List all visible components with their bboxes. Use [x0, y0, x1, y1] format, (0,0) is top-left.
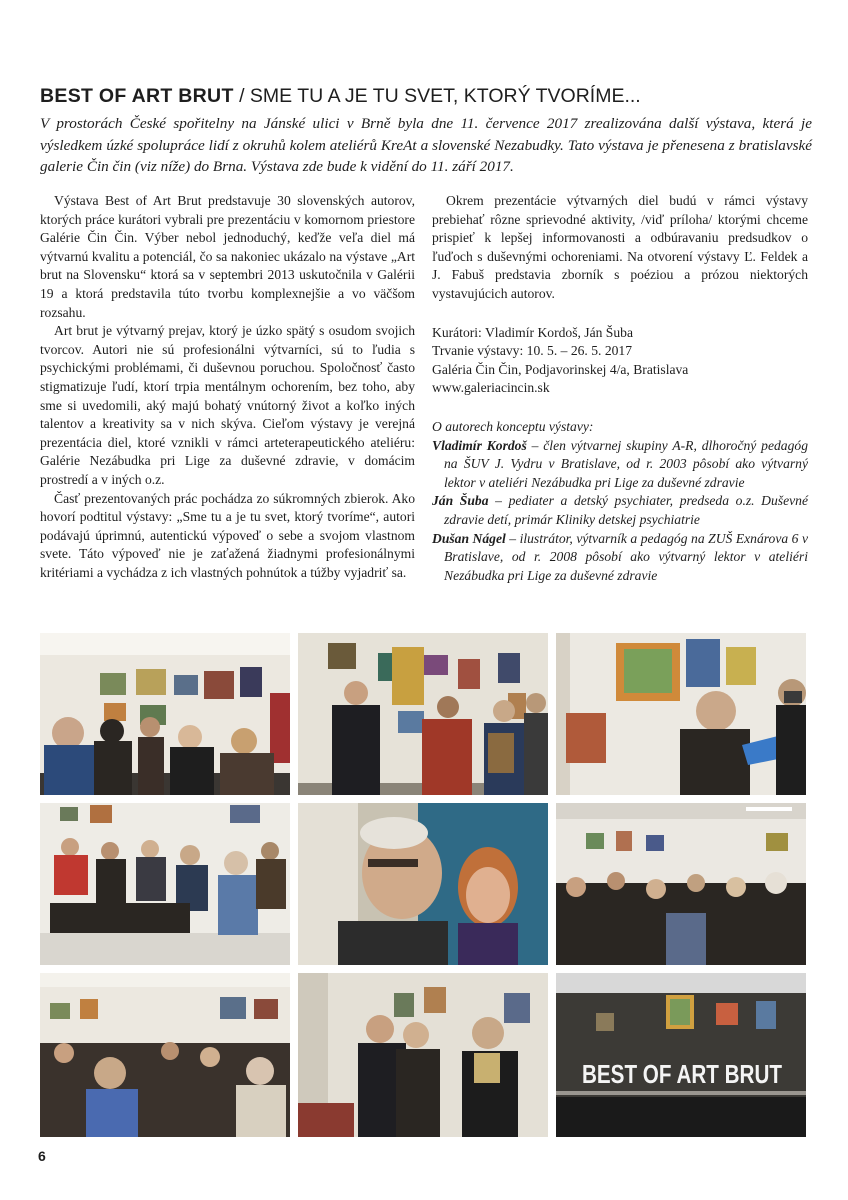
authors-title: O autorech konceptu výstavy: [432, 418, 594, 434]
right-paragraph: Okrem prezentácie výtvarných diel budú v rámci výstavy prebiehať rôzne sprievodné aktivity, /viď príloha/ ktorými chceme prispieť k lepšej informovanosti a odbúravaniu predsudkov o ľuďoch s duševnými ochoreniami. Na otvorení výstavy Ľ. Feldek a J. Fabuš predstavia zborník s poéziou a prózou niektorých vystavujúcich autorov. [432, 193, 808, 301]
author-name: Dušan Nágel [432, 530, 506, 546]
author-description: – člen výtvarnej skupiny A-R, dlhoročný pedagóg na ŠUV J. Vydru v Bratislave, od r. 2003 pôsobí ako výtvarný lektor v ateliéri Nezábudka pri Lige za duševné zdravie [444, 437, 808, 490]
photo-seated-audience [40, 803, 290, 965]
right-column [432, 192, 808, 585]
photo-guests-talking [298, 973, 548, 1137]
headline-bold: BEST OF ART BRUT [40, 85, 234, 107]
article-headline [40, 84, 820, 108]
left-paragraph-1: Výstava Best of Art Brut predstavuje 30 slovenských autorov, ktorých práce kurátori vybrali pre prezentáciu v komornom priestore Galérie Čin Čin. Výber nebol jednoduchý, keďže veľa diel má výtvarnú kvalitu a potenciál, čo sa nakoniec ukázalo na výstave „Art brut na Slovensku“ ktorá sa v septembri 2013 uskutočnila v Galérii 19 a ktorá predstavila túto tvorbu komplexnejšie a vo väčšom rozsahu. [40, 193, 415, 320]
author-name: Ján Šuba [432, 493, 489, 509]
page-number: 6 [38, 1148, 46, 1164]
headline-subtitle: / SME TU A JE TU SVET, KTORÝ TVORÍME... [233, 85, 641, 107]
author-entry [432, 437, 808, 493]
photo-crowd-gallery [556, 803, 806, 965]
author-name: Vladimír Kordoš [432, 437, 527, 453]
photo-opening-crowd [40, 973, 290, 1137]
photo-exhibition-room [298, 633, 548, 795]
curators-line: Kurátori: Vladimír Kordoš, Ján Šuba [432, 324, 633, 340]
duration-line: Trvanie výstavy: 10. 5. – 26. 5. 2017 [432, 343, 633, 359]
gallery-website-link[interactable]: www.galeriacincin.sk [432, 380, 550, 396]
photo-gallery-visitors [40, 633, 290, 795]
left-paragraph-3: Časť prezentovaných prác pochádza zo súkromných zbierok. Ako hovorí podtitul výstavy: „Sme tu a je tu svet, ktorý tvoríme“, autori podávajú úprimnú, autentickú výpoveď o sebe a svojom vlastnom svete. Táto výpoveď nie je zaťažená žiadnymi profesionálnymi kritériami a vychádza z ich vlastných pohnútok a túžby vyjadriť sa. [40, 490, 415, 580]
photo-visitor-portrait [298, 803, 548, 965]
author-description: – ilustrátor, výtvarník a pedagóg na ZUŠ Exnárova 6 v Bratislave, od r. 2008 pôsobí ako výtvarný lektor v ateliéri Nezábudka pri Lige za duševné zdravie [444, 530, 808, 583]
window-text: BEST OF ART BRUT [582, 1059, 783, 1089]
author-description: – pediater a detský psychiater, predseda o.z. Duševné zdravie detí, primár Kliniky detskej psychiatrie [444, 493, 808, 527]
photo-speaker-reading [556, 633, 806, 795]
author-entry [432, 492, 808, 529]
photo-gallery [40, 633, 806, 1137]
article-intro: V prostorách České spořitelny na Jánské ulici v Brně byla dne 11. července 2017 zrealizována další výstava, která je výsledkem úzké spolupráce lidí z okruhů kolem ateliérů KreAt a slovenské Nezabudky. Tato výstava je přenesena z bratislavské galerie Čin čin (viz níže) do Brna. Výstava zde bude k vidění do 11. září 2017. [40, 115, 812, 175]
photo-gallery-window [556, 973, 806, 1137]
left-paragraph-2: Art brut je výtvarný prejav, ktorý je úzko spätý s osudom svojich tvorcov. Autori nie sú profesionálni výtvarníci, sú to ľudia s psychickými problémami, či duševnou poruchou. Spoločnosť často stigmatizuje ľudí, ktorí trpia mentálnym ochorením, bez toho, aby sme si uvedomili, aký majú bohatý vnútorný život a koľko iných talentov a kreativity sa v nich skýva. Cieľom výstavy je verejná prezentácia diel, ktoré vznikli v rámci arteterapeutického ateliéru: Galérie Nezábudka pri Lige za duševné zdravie, v domácim prostredí a v iných o.z. [40, 323, 415, 487]
author-entry [432, 530, 808, 586]
left-column [40, 192, 415, 582]
gallery-address-line: Galéria Čin Čin, Podjavorinskej 4/a, Bratislava [432, 361, 689, 377]
